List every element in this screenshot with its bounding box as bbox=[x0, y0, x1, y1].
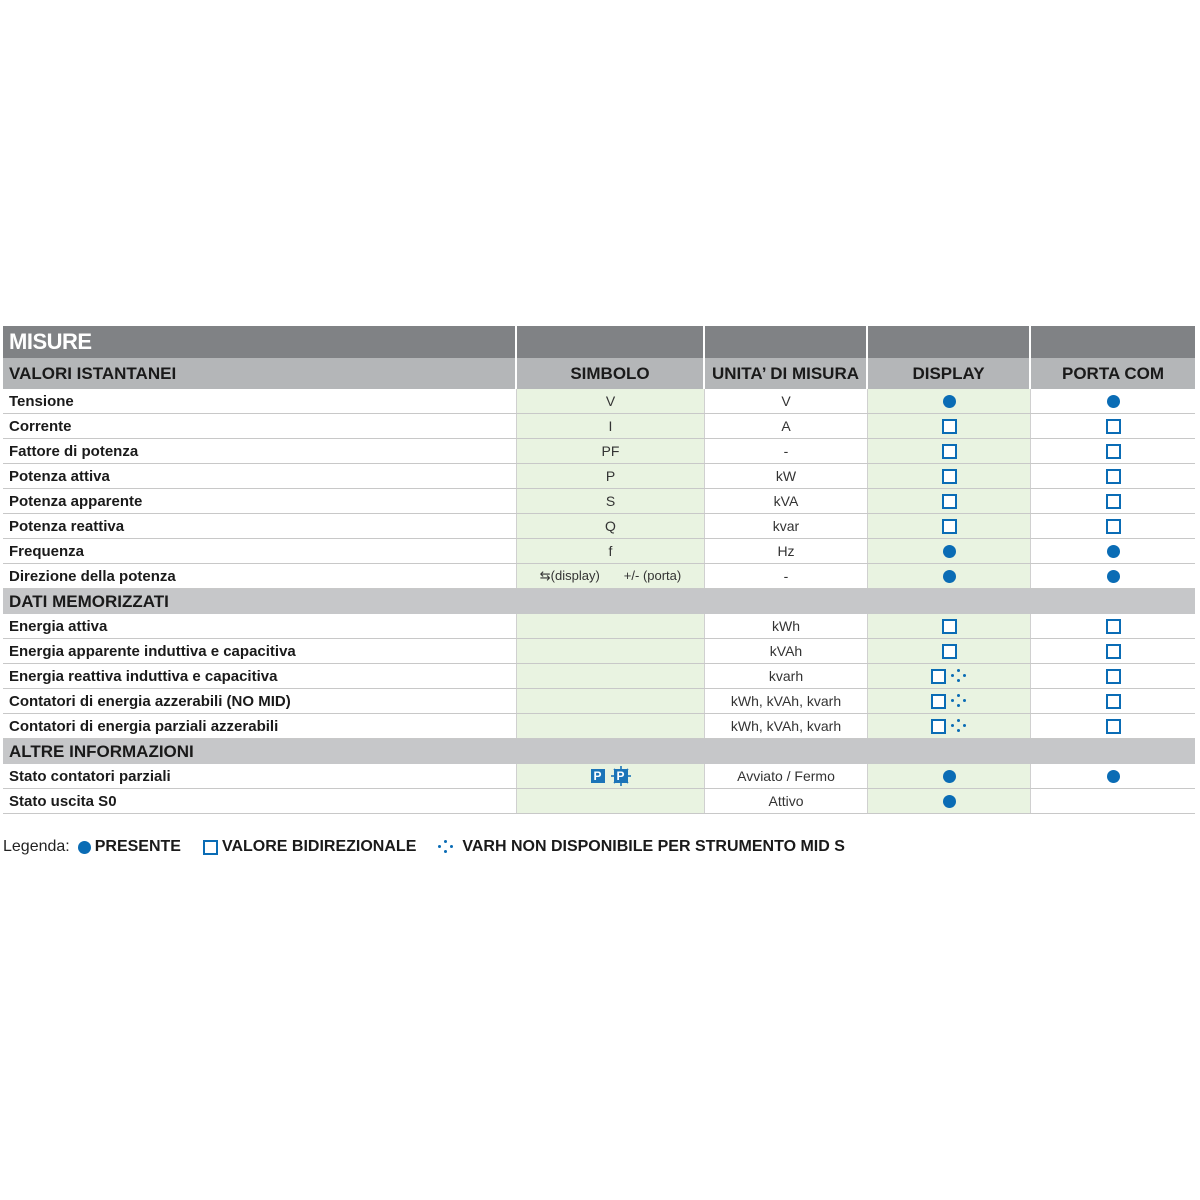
row-label: Stato uscita S0 bbox=[3, 789, 517, 813]
symbol-cell bbox=[517, 789, 705, 813]
partial-counter-icons bbox=[591, 766, 631, 786]
table-row bbox=[3, 789, 1195, 814]
table-row bbox=[3, 764, 1195, 789]
unit-cell: kVAh bbox=[705, 639, 868, 663]
symbol-cell: f bbox=[517, 539, 705, 563]
unit-cell: kvar bbox=[705, 514, 868, 538]
display-cell bbox=[868, 389, 1031, 413]
bidirectional-icon bbox=[942, 519, 957, 534]
display-cell bbox=[868, 514, 1031, 538]
display-cell bbox=[868, 764, 1031, 788]
table-row bbox=[3, 514, 1195, 539]
row-label: Tensione bbox=[3, 389, 517, 413]
section-header bbox=[3, 739, 1195, 764]
unit-cell: kWh bbox=[705, 614, 868, 638]
varh-unavailable-icon bbox=[438, 840, 454, 854]
porta-com-cell bbox=[1031, 764, 1195, 788]
bidirectional-icon bbox=[1106, 419, 1121, 434]
symbol-cell: I bbox=[517, 414, 705, 438]
porta-com-cell bbox=[1031, 714, 1195, 738]
porta-com-cell bbox=[1031, 464, 1195, 488]
unit-cell: - bbox=[705, 439, 868, 463]
table-title: MISURE bbox=[3, 326, 517, 358]
row-label: Contatori di energia azzerabili (NO MID) bbox=[3, 689, 517, 713]
title-spacer bbox=[705, 326, 868, 358]
present-icon bbox=[943, 770, 956, 783]
legend-present bbox=[78, 838, 181, 856]
bidirectional-icon bbox=[942, 419, 957, 434]
unit-cell: kWh, kVAh, kvarh bbox=[705, 714, 868, 738]
unit-cell: kvarh bbox=[705, 664, 868, 688]
display-cell bbox=[868, 414, 1031, 438]
bidirectional-icon bbox=[1106, 494, 1121, 509]
table-header-row bbox=[3, 358, 1195, 389]
unit-cell: kWh, kVAh, kvarh bbox=[705, 689, 868, 713]
display-cell bbox=[868, 664, 1031, 688]
bidirectional-icon bbox=[931, 719, 946, 734]
title-spacer bbox=[1031, 326, 1195, 358]
display-cell bbox=[868, 614, 1031, 638]
symbol-cell bbox=[517, 564, 705, 588]
symbol-cell bbox=[517, 664, 705, 688]
bidirectional-icon bbox=[1106, 644, 1121, 659]
display-cell bbox=[868, 714, 1031, 738]
row-label: Stato contatori parziali bbox=[3, 764, 517, 788]
table-row bbox=[3, 689, 1195, 714]
symbol-cell: V bbox=[517, 389, 705, 413]
unit-cell: Hz bbox=[705, 539, 868, 563]
table-row bbox=[3, 639, 1195, 664]
legend-varh-text: VARH NON DISPONIBILE PER STRUMENTO MID S bbox=[462, 838, 845, 855]
porta-com-cell bbox=[1031, 664, 1195, 688]
present-icon bbox=[1107, 570, 1120, 583]
symbol-display: ⇆(display) bbox=[539, 568, 600, 583]
table-row bbox=[3, 389, 1195, 414]
display-cell bbox=[868, 539, 1031, 563]
porta-com-cell bbox=[1031, 489, 1195, 513]
row-label: Energia reattiva induttiva e capacitiva bbox=[3, 664, 517, 688]
display-cell bbox=[868, 489, 1031, 513]
porta-com-cell bbox=[1031, 389, 1195, 413]
table-row bbox=[3, 664, 1195, 689]
display-cell bbox=[868, 464, 1031, 488]
table-row bbox=[3, 614, 1195, 639]
table-row bbox=[3, 564, 1195, 589]
unit-cell: V bbox=[705, 389, 868, 413]
symbol-cell: Q bbox=[517, 514, 705, 538]
counter-stopped-icon: P bbox=[611, 766, 631, 786]
display-cell bbox=[868, 789, 1031, 813]
row-label: Contatori di energia parziali azzerabili bbox=[3, 714, 517, 738]
counter-running-icon: P bbox=[591, 769, 605, 783]
bidirectional-icon bbox=[942, 644, 957, 659]
row-label: Potenza reattiva bbox=[3, 514, 517, 538]
present-icon bbox=[1107, 395, 1120, 408]
bidirectional-icon bbox=[931, 694, 946, 709]
present-icon bbox=[943, 395, 956, 408]
present-icon bbox=[1107, 545, 1120, 558]
header-simbolo: SIMBOLO bbox=[517, 358, 705, 389]
row-label: Fattore di potenza bbox=[3, 439, 517, 463]
porta-com-cell bbox=[1031, 539, 1195, 563]
title-spacer bbox=[517, 326, 705, 358]
bidirectional-icon bbox=[203, 840, 218, 855]
legend bbox=[3, 838, 867, 856]
header-display: DISPLAY bbox=[868, 358, 1031, 389]
table-row bbox=[3, 414, 1195, 439]
unit-cell: kVA bbox=[705, 489, 868, 513]
symbol-cell: P bbox=[517, 464, 705, 488]
row-label: Potenza apparente bbox=[3, 489, 517, 513]
row-label: Energia attiva bbox=[3, 614, 517, 638]
symbol-porta: +/- (porta) bbox=[623, 568, 682, 583]
symbol-pair bbox=[540, 568, 681, 584]
porta-com-cell bbox=[1031, 564, 1195, 588]
legend-varh bbox=[438, 838, 845, 856]
varh-unavailable-icon bbox=[951, 719, 967, 733]
table-row bbox=[3, 714, 1195, 739]
bidirectional-icon bbox=[1106, 444, 1121, 459]
display-cell bbox=[868, 689, 1031, 713]
legend-bidirectional-text: VALORE BIDIREZIONALE bbox=[221, 838, 417, 855]
table-row bbox=[3, 464, 1195, 489]
row-label: Frequenza bbox=[3, 539, 517, 563]
legend-present-text: PRESENTE bbox=[94, 838, 181, 855]
measures-table bbox=[3, 326, 1195, 814]
porta-com-cell bbox=[1031, 414, 1195, 438]
porta-com-cell bbox=[1031, 689, 1195, 713]
porta-com-cell bbox=[1031, 614, 1195, 638]
section-title: DATI MEMORIZZATI bbox=[9, 591, 169, 611]
porta-com-cell bbox=[1031, 439, 1195, 463]
unit-cell: kW bbox=[705, 464, 868, 488]
row-label: Direzione della potenza bbox=[3, 564, 517, 588]
present-icon bbox=[943, 795, 956, 808]
header-unita: UNITA’ DI MISURA bbox=[705, 358, 868, 389]
table-body bbox=[3, 389, 1195, 814]
section-title: ALTRE INFORMAZIONI bbox=[9, 741, 194, 761]
porta-com-cell bbox=[1031, 789, 1195, 813]
present-icon bbox=[943, 570, 956, 583]
bidirectional-icon bbox=[942, 469, 957, 484]
present-icon bbox=[943, 545, 956, 558]
varh-unavailable-icon bbox=[951, 694, 967, 708]
header-valori-istantanei: VALORI ISTANTANEI bbox=[3, 358, 517, 389]
varh-unavailable-icon bbox=[951, 669, 967, 683]
row-label: Energia apparente induttiva e capacitiva bbox=[3, 639, 517, 663]
present-icon bbox=[78, 841, 91, 854]
bidirectional-icon bbox=[1106, 619, 1121, 634]
table-row bbox=[3, 439, 1195, 464]
legend-bidirectional bbox=[203, 838, 416, 856]
symbol-cell: PF bbox=[517, 439, 705, 463]
table-row bbox=[3, 539, 1195, 564]
present-icon bbox=[1107, 770, 1120, 783]
symbol-cell: S bbox=[517, 489, 705, 513]
section-header bbox=[3, 589, 1195, 614]
table-row bbox=[3, 489, 1195, 514]
porta-com-cell bbox=[1031, 639, 1195, 663]
table-title-row bbox=[3, 326, 1195, 358]
bidirectional-icon bbox=[942, 619, 957, 634]
symbol-cell bbox=[517, 689, 705, 713]
bidirectional-icon bbox=[931, 669, 946, 684]
row-label: Corrente bbox=[3, 414, 517, 438]
bidirectional-icon bbox=[1106, 519, 1121, 534]
unit-cell: - bbox=[705, 564, 868, 588]
porta-com-cell bbox=[1031, 514, 1195, 538]
unit-cell: Avviato / Fermo bbox=[705, 764, 868, 788]
symbol-cell bbox=[517, 639, 705, 663]
bidirectional-icon bbox=[1106, 669, 1121, 684]
bidirectional-icon bbox=[942, 444, 957, 459]
symbol-cell bbox=[517, 714, 705, 738]
symbol-cell bbox=[517, 764, 705, 788]
header-porta-com: PORTA COM bbox=[1031, 358, 1195, 389]
legend-label: Legenda: bbox=[3, 838, 70, 855]
unit-cell: A bbox=[705, 414, 868, 438]
display-cell bbox=[868, 639, 1031, 663]
bidirectional-icon bbox=[1106, 694, 1121, 709]
display-cell bbox=[868, 564, 1031, 588]
row-label: Potenza attiva bbox=[3, 464, 517, 488]
symbol-cell bbox=[517, 614, 705, 638]
unit-cell: Attivo bbox=[705, 789, 868, 813]
display-cell bbox=[868, 439, 1031, 463]
bidirectional-icon bbox=[1106, 719, 1121, 734]
title-spacer bbox=[868, 326, 1031, 358]
bidirectional-icon bbox=[1106, 469, 1121, 484]
bidirectional-icon bbox=[942, 494, 957, 509]
